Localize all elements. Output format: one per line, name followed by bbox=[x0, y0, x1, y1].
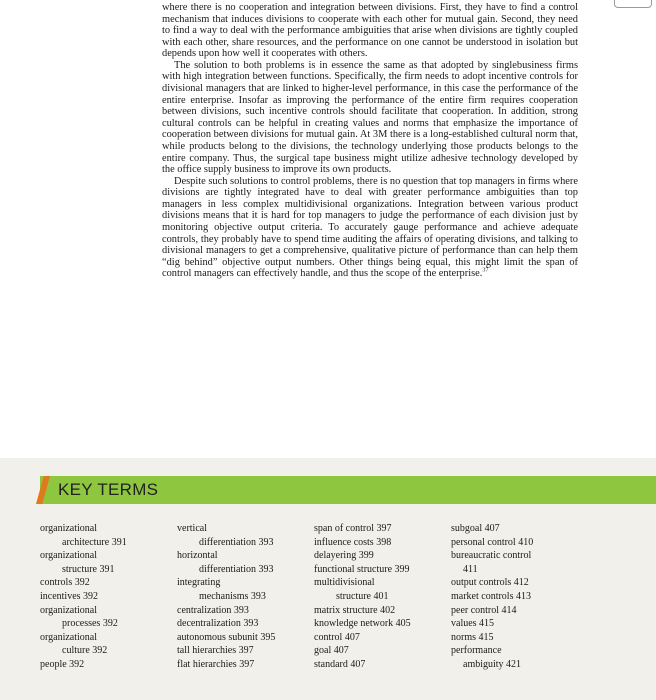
key-term: output controls 412 bbox=[451, 577, 529, 589]
key-term: matrix structure 402 bbox=[314, 604, 396, 616]
key-term: differentiation 393 bbox=[199, 563, 274, 575]
key-term: processes 392 bbox=[62, 618, 118, 630]
key-term: span of control 397 bbox=[314, 523, 392, 534]
key-term: 411 bbox=[463, 563, 478, 575]
key-term: values 415 bbox=[451, 618, 495, 630]
key-term: differentiation 393 bbox=[199, 536, 274, 548]
key-term: structure 401 bbox=[336, 590, 389, 602]
key-terms-title: KEY TERMS bbox=[58, 480, 159, 499]
key-term: organizational bbox=[40, 604, 98, 616]
key-term: multidivisional bbox=[314, 577, 375, 589]
footnote-reference: 37 bbox=[482, 267, 489, 274]
key-term: standard 407 bbox=[314, 658, 366, 670]
key-terms-section bbox=[0, 458, 656, 700]
key-term: organizational bbox=[40, 550, 98, 562]
key-term: tall hierarchies 397 bbox=[177, 645, 254, 657]
key-term: organizational bbox=[40, 631, 98, 643]
body-text bbox=[162, 2, 578, 280]
key-term: autonomous subunit 395 bbox=[177, 631, 276, 643]
key-term: personal control 410 bbox=[451, 536, 534, 548]
key-term: ambiguity 421 bbox=[463, 658, 522, 670]
key-term: subgoal 407 bbox=[451, 523, 500, 534]
key-term: integrating bbox=[177, 577, 221, 589]
body-paragraph bbox=[162, 176, 578, 280]
key-term: architecture 391 bbox=[62, 536, 127, 548]
body-paragraph bbox=[162, 60, 578, 176]
key-term: control 407 bbox=[314, 631, 360, 643]
key-term: peer control 414 bbox=[451, 604, 517, 616]
page-corner-tab bbox=[614, 0, 652, 8]
body-paragraph bbox=[162, 2, 578, 60]
key-term: incentives 392 bbox=[40, 590, 99, 602]
key-term: culture 392 bbox=[62, 645, 108, 657]
key-term: norms 415 bbox=[451, 631, 494, 643]
key-terms-column-3 bbox=[314, 522, 411, 672]
key-term: market controls 413 bbox=[451, 590, 531, 602]
key-term: horizontal bbox=[177, 550, 218, 562]
key-term: influence costs 398 bbox=[314, 536, 392, 548]
key-terms-column-1 bbox=[40, 522, 127, 672]
key-term: mechanisms 393 bbox=[199, 590, 266, 602]
key-term: flat hierarchies 397 bbox=[177, 658, 255, 670]
key-term: organizational bbox=[40, 523, 98, 534]
key-term: people 392 bbox=[40, 658, 85, 670]
key-terms-column-4 bbox=[451, 522, 533, 672]
key-term: performance bbox=[451, 645, 502, 657]
key-term: centralization 393 bbox=[177, 604, 249, 616]
body-paragraph-text: Despite such solutions to control problems, there is no question that top managers in firms where divisions are tightly integrated have to deal with greater performance ambiguities than top managers in less complex multidivisional organizations. Integration between various product divisions means that it is hard for top managers to judge the performance of each division just by monitoring objective output criteria. To accurately gauge performance and achieve adequate controls, they probably have to spend time auditing the affairs of operating divisions, and talking to divisional managers to get a comprehensive, qualitative picture of performance than can help them “dig behind” objective output numbers. Other things being equal, this might limit the span of control managers can effectively handle, and thus the scope of the enterprise. bbox=[162, 175, 578, 280]
key-term: functional structure 399 bbox=[314, 563, 410, 575]
key-term: knowledge network 405 bbox=[314, 618, 411, 630]
key-term: vertical bbox=[177, 523, 207, 534]
key-terms-column-2 bbox=[177, 522, 275, 672]
key-term: structure 391 bbox=[62, 563, 115, 575]
key-term: bureaucratic control bbox=[451, 550, 532, 562]
key-term: goal 407 bbox=[314, 645, 349, 657]
key-term: decentralization 393 bbox=[177, 618, 259, 630]
body-paragraph-text: The solution to both problems is in essence the same as that adopted by singlebusiness firms with high integration between functions. Specifically, the firm needs to adopt incentive controls for divisional managers that are linked to higher-level performance, in this case the performance of the entire enterprise. Insofar as improving the performance of the entire firm requires cooperation between divisions, such incentive controls should facilitate that cooperation. In addition, strong cultural controls can be helpful in creating values and norms that emphasize the importance of cooperation between divisions for mutual gain. At 3M there is a long-established cultural norm that, while products belong to the divisions, the technology underlying those products belongs to the entire company. Thus, the surgical tape business might utilize adhesive technology developed by the office supply business to improve its own products. bbox=[162, 59, 578, 176]
body-paragraph-text: where there is no cooperation and integration between divisions. First, they have to find a control mechanism that induces divisions to cooperate with each other for mutual gain. Second, they need to find a way to deal with the performance ambiguities that arise when divisions are tightly coupled with each other, share resources, and the performance on one cannot be understood in isolation but depends upon how well it cooperates with others. bbox=[162, 2, 578, 60]
key-term: controls 392 bbox=[40, 577, 90, 589]
key-term: delayering 399 bbox=[314, 550, 374, 562]
